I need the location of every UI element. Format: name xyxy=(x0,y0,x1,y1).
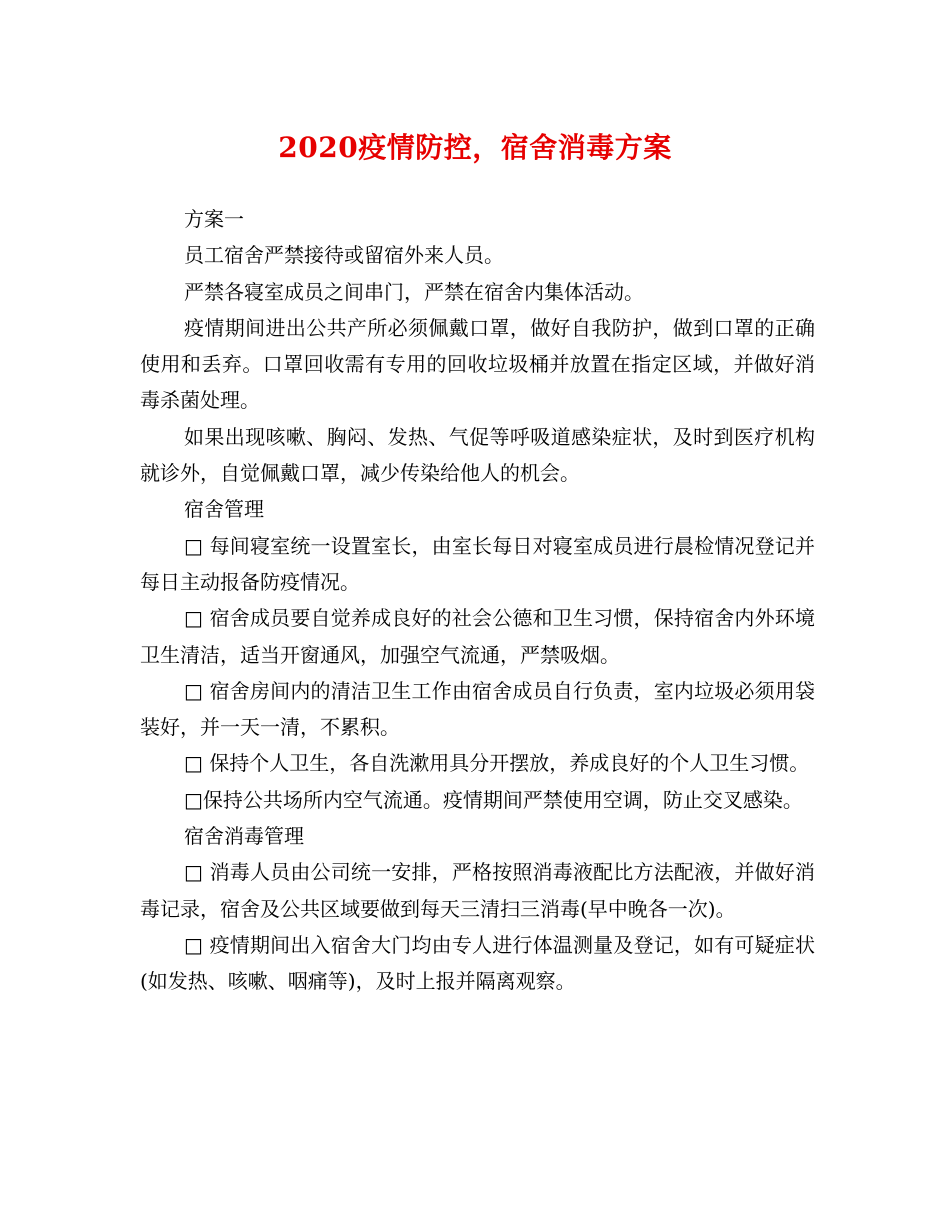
checklist-item: □ 宿舍成员要自觉养成良好的社会公德和卫生习惯，保持宿舍内外环境卫生清洁，适当开窗通风，加强空气流通，严禁吸烟。 xyxy=(140,606,815,667)
checklist-item: □ 保持个人卫生，各自洗漱用具分开摆放，养成良好的个人卫生习惯。 xyxy=(184,751,810,776)
document-title: 2020疫情防控，宿舍消毒方案 xyxy=(278,131,672,164)
section-heading-disinfection-management: 宿舍消毒管理 xyxy=(184,824,304,849)
checklist-item: □ 消毒人员由公司统一安排，严格按照消毒液配比方法配液，并做好消毒记录，宿舍及公共区域要做到每天三清扫三消毒(早中晚各一次)。 xyxy=(140,860,815,921)
section-heading-dorm-management: 宿舍管理 xyxy=(184,497,264,522)
checklist-item: □保持公共场所内空气流通。疫情期间严禁使用空调，防止交叉感染。 xyxy=(184,787,803,812)
paragraph: 疫情期间进出公共产所必须佩戴口罩，做好自我防护，做到口罩的正确使用和丢弃。口罩回收需有专用的回收垃圾桶并放置在指定区域，并做好消毒杀菌处理。 xyxy=(140,315,815,413)
paragraph: 员工宿舍严禁接待或留宿外来人员。 xyxy=(184,243,504,268)
checklist-item: □ 疫情期间出入宿舍大门均由专人进行体温测量及登记，如有可疑症状(如发热、咳嗽、咽痛等)，及时上报并隔离观察。 xyxy=(140,932,815,994)
section-heading-plan-one: 方案一 xyxy=(184,207,244,231)
document-body xyxy=(140,201,815,1000)
checklist-item: □ 每间寝室统一设置室长，由室长每日对寝室成员进行晨检情况登记并每日主动报备防疫情况。 xyxy=(140,533,815,594)
checklist-item: □ 宿舍房间内的清洁卫生工作由宿舍成员自行负责，室内垃圾必须用袋装好，并一天一清，不累积。 xyxy=(140,678,815,740)
paragraph: 如果出现咳嗽、胸闷、发热、气促等呼吸道感染症状，及时到医疗机构就诊外，自觉佩戴口罩，减少传染给他人的机会。 xyxy=(140,424,815,486)
paragraph: 严禁各寝室成员之间串门，严禁在宿舍内集体活动。 xyxy=(184,279,644,304)
